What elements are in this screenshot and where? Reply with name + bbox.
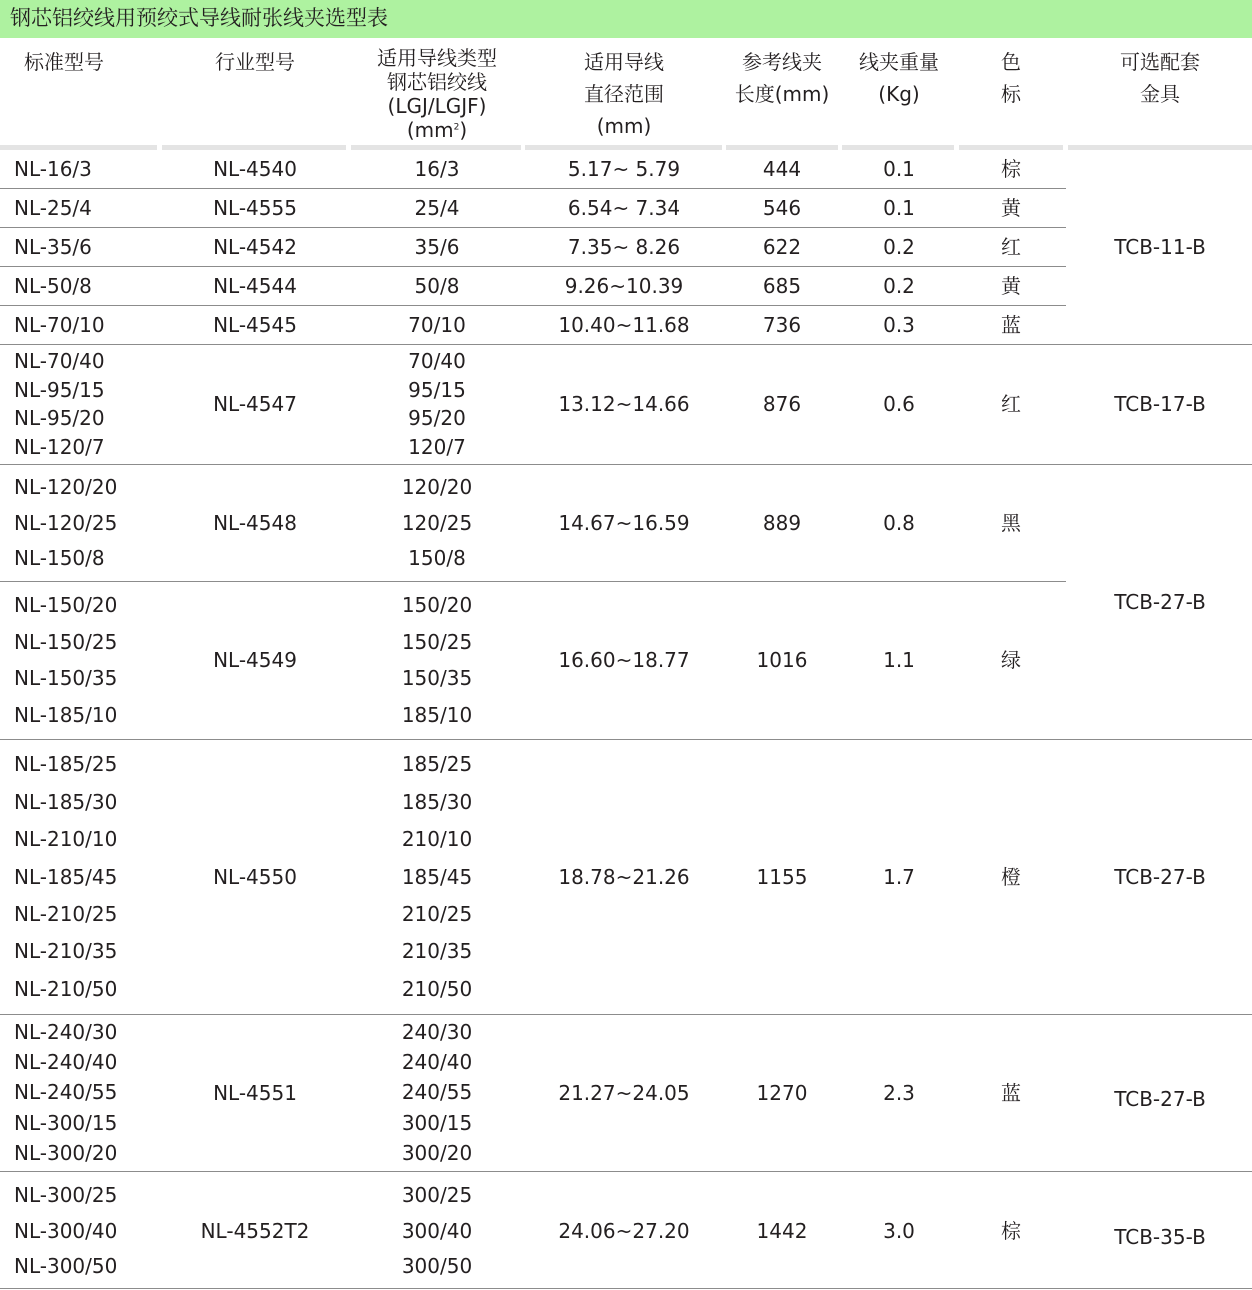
weight-cell-line: 0.8 <box>883 510 915 535</box>
wire-size-cell-line: 150/20 <box>401 593 473 618</box>
model-cell-line: NL-150/35 <box>14 666 118 691</box>
industry-model-cell <box>165 266 345 305</box>
weight-cell <box>842 188 956 227</box>
wire-size-cell <box>352 1171 522 1290</box>
wire-size-cell-line: 185/25 <box>401 752 473 777</box>
industry-model-cell-line: NL-4549 <box>213 648 297 672</box>
weight-cell <box>842 227 956 266</box>
length-cell <box>726 227 838 266</box>
weight-cell-line: 0.1 <box>883 195 915 220</box>
model-cell-line: NL-120/20 <box>14 475 118 500</box>
weight-cell <box>842 266 956 305</box>
model-cell-line: NL-95/20 <box>14 406 105 431</box>
row-divider <box>0 581 1066 582</box>
industry-model-cell <box>165 1171 345 1290</box>
model-cell-line: NL-300/50 <box>14 1254 118 1279</box>
diameter-cell-line: 13.12~14.66 <box>558 392 690 416</box>
model-cell-line: NL-300/15 <box>14 1110 118 1135</box>
fitting-cell-line: TCB-27-B <box>1114 589 1206 614</box>
weight-cell <box>842 1014 956 1171</box>
model-cell-line: NL-240/30 <box>14 1020 118 1045</box>
diameter-cell-line: 14.67~16.59 <box>558 510 690 535</box>
model-cell <box>14 1171 164 1290</box>
model-cell-line: NL-70/10 <box>14 312 105 337</box>
diameter-cell-line: 16.60~18.77 <box>558 648 690 672</box>
length-cell <box>726 1171 838 1290</box>
diameter-cell <box>525 266 723 305</box>
color-code-cell-line: 蓝 <box>1001 1080 1021 1105</box>
industry-model-cell <box>165 227 345 266</box>
fitting-cell <box>1068 739 1252 1014</box>
row-divider <box>0 1171 1252 1172</box>
color-code-cell <box>960 344 1062 464</box>
length-cell-line: 444 <box>762 157 802 181</box>
industry-model-cell-line: NL-4555 <box>213 195 297 220</box>
model-cell-line: NL-150/20 <box>14 593 118 618</box>
fitting-cell <box>1068 150 1252 344</box>
header-weight: 线夹重量 (Kg) <box>859 50 939 106</box>
wire-size-cell-line: 25/4 <box>414 195 460 220</box>
wire-size-cell-line: 240/55 <box>401 1080 473 1105</box>
industry-model-cell-line: NL-4545 <box>213 312 297 337</box>
wire-size-cell-line: 185/30 <box>401 789 473 814</box>
length-cell-line: 876 <box>762 392 802 416</box>
wire-size-cell-line: 120/25 <box>401 510 473 535</box>
diameter-cell-line: 7.35~ 8.26 <box>567 234 681 259</box>
weight-cell-line: 0.3 <box>883 312 915 337</box>
model-cell-line: NL-240/40 <box>14 1050 118 1075</box>
industry-model-cell <box>165 344 345 464</box>
color-code-cell <box>960 227 1062 266</box>
diameter-cell <box>525 150 723 188</box>
color-code-cell-line: 黄 <box>1001 195 1021 220</box>
model-cell-line: NL-210/10 <box>14 827 118 852</box>
model-cell-line: NL-300/40 <box>14 1218 118 1243</box>
model-cell-line: NL-240/55 <box>14 1080 118 1105</box>
model-cell-line: NL-185/45 <box>14 864 118 889</box>
length-cell <box>726 188 838 227</box>
wire-size-cell-line: 185/10 <box>401 702 473 727</box>
wire-size-cell-line: 120/7 <box>408 435 466 460</box>
industry-model-cell-line: NL-4540 <box>213 157 297 181</box>
fitting-cell-line: TCB-27-B <box>1114 864 1206 889</box>
model-cell-line: NL-300/25 <box>14 1182 118 1207</box>
header-color: 色 标 <box>1001 50 1021 106</box>
row-divider <box>0 1014 1252 1015</box>
wire-size-cell-line: 300/15 <box>401 1110 473 1135</box>
header-wire-type: 适用导线类型 钢芯铝绞线 (LGJ/LGJF) $(mm^2)$ <box>377 46 497 142</box>
wire-size-cell <box>352 305 522 344</box>
header-diameter: 适用导线 直径范围 (mm) <box>584 50 664 138</box>
length-cell-line: 685 <box>762 273 802 298</box>
length-cell-line: 1442 <box>756 1218 808 1243</box>
length-cell-line: 889 <box>762 510 802 535</box>
industry-model-cell <box>165 464 345 581</box>
wire-size-cell-line: 210/35 <box>401 939 473 964</box>
fitting-cell-line: TCB-27-B <box>1114 1086 1206 1111</box>
color-code-cell-line: 棕 <box>1001 157 1021 181</box>
color-code-cell <box>960 305 1062 344</box>
weight-cell-line: 0.2 <box>883 234 915 259</box>
color-code-cell-line: 蓝 <box>1001 312 1021 337</box>
weight-cell-line: 1.1 <box>883 648 915 672</box>
wire-size-cell-line: 210/10 <box>401 827 473 852</box>
model-cell <box>14 266 164 305</box>
wire-size-cell <box>352 227 522 266</box>
wire-size-cell-line: 240/40 <box>401 1050 473 1075</box>
industry-model-cell-line: NL-4552T2 <box>200 1218 310 1243</box>
diameter-cell <box>525 344 723 464</box>
wire-size-cell-line: 150/25 <box>401 629 473 654</box>
weight-cell <box>842 344 956 464</box>
color-code-cell <box>960 150 1062 188</box>
color-code-cell-line: 橙 <box>1001 864 1021 889</box>
diameter-cell-line: 21.27~24.05 <box>558 1080 690 1105</box>
wire-size-cell-line: 120/20 <box>401 475 473 500</box>
industry-model-cell-line: NL-4551 <box>213 1080 297 1105</box>
row-divider <box>0 305 1066 306</box>
model-cell-line: NL-210/50 <box>14 976 118 1001</box>
diameter-cell <box>525 305 723 344</box>
weight-cell-line: 0.2 <box>883 273 915 298</box>
color-code-cell-line: 红 <box>1001 392 1021 416</box>
length-cell-line: 1270 <box>756 1080 808 1105</box>
model-cell-line: NL-120/25 <box>14 510 118 535</box>
length-cell-line: 546 <box>762 195 802 220</box>
weight-cell <box>842 150 956 188</box>
model-cell <box>14 739 164 1014</box>
industry-model-cell-line: NL-4550 <box>213 864 297 889</box>
wire-size-cell-line: 300/50 <box>401 1254 473 1279</box>
industry-model-cell <box>165 581 345 739</box>
wire-size-cell <box>352 581 522 739</box>
model-cell <box>14 581 164 739</box>
header-std-model: 标准型号 <box>24 50 104 74</box>
length-cell-line: 736 <box>762 312 802 337</box>
industry-model-cell <box>165 188 345 227</box>
wire-size-cell-line: 70/10 <box>408 312 466 337</box>
color-code-cell <box>960 1014 1062 1171</box>
model-cell-line: NL-35/6 <box>14 234 92 259</box>
model-cell-line: NL-210/35 <box>14 939 118 964</box>
diameter-cell <box>525 1171 723 1290</box>
diameter-cell-line: 18.78~21.26 <box>558 864 690 889</box>
wire-size-cell <box>352 739 522 1014</box>
length-cell <box>726 305 838 344</box>
color-code-cell-line: 红 <box>1001 234 1021 259</box>
row-divider <box>0 344 1252 345</box>
color-code-cell <box>960 1171 1062 1290</box>
industry-model-cell <box>165 150 345 188</box>
color-code-cell <box>960 581 1062 739</box>
length-cell <box>726 581 838 739</box>
wire-size-cell-line: 300/25 <box>401 1182 473 1207</box>
diameter-cell-line: 10.40~11.68 <box>558 312 690 337</box>
wire-size-cell-line: 300/40 <box>401 1218 473 1243</box>
color-code-cell <box>960 188 1062 227</box>
length-cell <box>726 344 838 464</box>
row-divider <box>0 188 1066 189</box>
wire-size-cell-line: 185/45 <box>401 864 473 889</box>
weight-cell-line: 3.0 <box>883 1218 915 1243</box>
wire-size-cell-line: 95/20 <box>408 406 466 431</box>
model-cell-line: NL-120/7 <box>14 435 105 460</box>
industry-model-cell-line: NL-4542 <box>213 234 297 259</box>
wire-size-cell <box>352 344 522 464</box>
wire-size-cell <box>352 150 522 188</box>
industry-model-cell <box>165 739 345 1014</box>
weight-cell <box>842 1171 956 1290</box>
industry-model-cell-line: NL-4547 <box>213 392 297 416</box>
model-cell <box>14 227 164 266</box>
color-code-cell-line: 绿 <box>1001 648 1021 672</box>
color-code-cell-line: 黑 <box>1001 510 1021 535</box>
model-cell <box>14 344 164 464</box>
model-cell <box>14 464 164 581</box>
diameter-cell <box>525 464 723 581</box>
weight-cell <box>842 464 956 581</box>
fitting-cell <box>1068 464 1252 739</box>
title-bar <box>0 0 1252 38</box>
color-code-cell <box>960 266 1062 305</box>
wire-size-cell-line: 50/8 <box>414 273 460 298</box>
weight-cell-line: 0.1 <box>883 157 915 181</box>
diameter-cell-line: 6.54~ 7.34 <box>567 195 681 220</box>
model-cell-line: NL-50/8 <box>14 273 92 298</box>
model-cell-line: NL-210/25 <box>14 901 118 926</box>
industry-model-cell-line: NL-4548 <box>213 510 297 535</box>
weight-cell-line: 2.3 <box>883 1080 915 1105</box>
length-cell <box>726 150 838 188</box>
diameter-cell <box>525 581 723 739</box>
model-cell <box>14 1014 164 1171</box>
wire-size-cell <box>352 188 522 227</box>
weight-cell <box>842 581 956 739</box>
wire-size-cell-line: 210/50 <box>401 976 473 1001</box>
length-cell <box>726 1014 838 1171</box>
fitting-cell-line: TCB-35-B <box>1114 1224 1206 1249</box>
fitting-cell <box>1068 344 1252 464</box>
header-industry-model: 行业型号 <box>215 50 295 74</box>
wire-size-cell-line: 70/40 <box>408 348 466 373</box>
row-divider <box>0 739 1252 740</box>
length-cell-line: 622 <box>762 234 802 259</box>
model-cell-line: NL-300/20 <box>14 1140 118 1165</box>
wire-size-cell-line: 95/15 <box>408 377 466 402</box>
wire-size-cell-line: 300/20 <box>401 1140 473 1165</box>
fitting-cell-line: TCB-17-B <box>1114 392 1206 416</box>
diameter-cell <box>525 1014 723 1171</box>
row-divider <box>0 266 1066 267</box>
color-code-cell <box>960 464 1062 581</box>
diameter-cell-line: 5.17~ 5.79 <box>567 157 681 181</box>
wire-size-cell <box>352 1014 522 1171</box>
diameter-cell <box>525 739 723 1014</box>
wire-size-cell-line: 210/25 <box>401 901 473 926</box>
industry-model-cell <box>165 1014 345 1171</box>
wire-size-cell <box>352 464 522 581</box>
wire-size-cell-line: 240/30 <box>401 1020 473 1045</box>
wire-size-cell-line: 150/35 <box>401 666 473 691</box>
wire-size-cell <box>352 266 522 305</box>
weight-cell-line: 0.6 <box>883 392 915 416</box>
model-cell-line: NL-16/3 <box>14 157 92 181</box>
model-cell <box>14 305 164 344</box>
wire-size-cell-line: 150/8 <box>408 545 466 570</box>
model-cell-line: NL-150/8 <box>14 545 105 570</box>
model-cell-line: NL-150/25 <box>14 629 118 654</box>
weight-cell <box>842 305 956 344</box>
row-divider <box>0 464 1252 465</box>
model-cell-line: NL-185/25 <box>14 752 118 777</box>
fitting-cell <box>1068 1026 1252 1171</box>
length-cell <box>726 464 838 581</box>
length-cell-line: 1155 <box>756 864 808 889</box>
diameter-cell <box>525 188 723 227</box>
industry-model-cell <box>165 305 345 344</box>
fitting-cell <box>1068 1183 1252 1290</box>
weight-cell <box>842 739 956 1014</box>
row-divider <box>0 227 1066 228</box>
diameter-cell <box>525 227 723 266</box>
diameter-cell-line: 9.26~10.39 <box>564 273 684 298</box>
color-code-cell-line: 棕 <box>1001 1218 1021 1243</box>
model-cell-line: NL-25/4 <box>14 195 92 220</box>
model-cell-line: NL-185/10 <box>14 702 118 727</box>
fitting-cell-line: TCB-11-B <box>1114 235 1206 259</box>
table-bottom-rule <box>0 1288 1252 1289</box>
length-cell <box>726 739 838 1014</box>
model-cell-line: NL-70/40 <box>14 348 105 373</box>
weight-cell-line: 1.7 <box>883 864 915 889</box>
header-fitting: 可选配套 金具 <box>1120 50 1200 106</box>
header-length: 参考线夹 长度(mm) <box>734 50 830 106</box>
length-cell-line: 1016 <box>756 648 808 672</box>
color-code-cell <box>960 739 1062 1014</box>
table-title: 钢芯铝绞线用预绞式导线耐张线夹选型表 <box>10 6 388 30</box>
model-cell-line: NL-185/30 <box>14 789 118 814</box>
length-cell <box>726 266 838 305</box>
wire-size-cell-line: 16/3 <box>414 157 460 181</box>
model-cell <box>14 150 164 188</box>
color-code-cell-line: 黄 <box>1001 273 1021 298</box>
wire-size-cell-line: 35/6 <box>414 234 460 259</box>
model-cell-line: NL-95/15 <box>14 377 105 402</box>
diameter-cell-line: 24.06~27.20 <box>558 1218 690 1243</box>
model-cell <box>14 188 164 227</box>
industry-model-cell-line: NL-4544 <box>213 273 297 298</box>
